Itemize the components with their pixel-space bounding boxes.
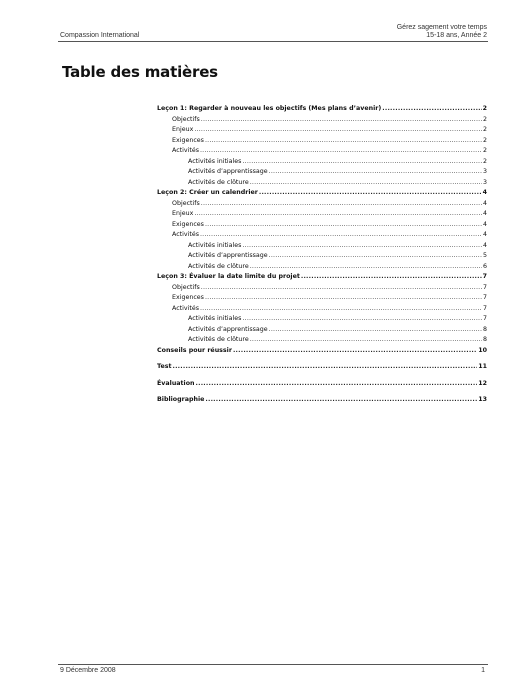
toc-entry-page: 2	[482, 126, 487, 133]
toc-entry-lesson-3[interactable]	[157, 272, 487, 283]
toc-leader-dots	[259, 188, 482, 199]
toc-leader-dots	[301, 272, 482, 283]
toc-entry-activites-apprentissage[interactable]	[157, 251, 487, 262]
toc-entry-activites[interactable]	[157, 230, 487, 241]
toc-entry-conseils[interactable]	[157, 346, 487, 357]
toc-entry-activites[interactable]	[157, 146, 487, 157]
toc-entry-label: Activités d’apprentissage	[188, 325, 268, 333]
toc-leader-dots	[200, 230, 482, 241]
toc-leader-dots	[250, 262, 482, 273]
toc-leader-dots	[201, 115, 482, 126]
toc-leader-dots	[196, 379, 478, 390]
toc-leader-dots	[205, 220, 482, 231]
toc-leader-dots	[250, 178, 482, 189]
toc-entry-exigences[interactable]	[157, 136, 487, 147]
toc-entry-page: 10	[478, 346, 487, 354]
toc-entry-page: 2	[482, 105, 487, 112]
toc-entry-page: 7	[482, 294, 487, 301]
toc-leader-dots	[250, 335, 482, 346]
header-course-info	[397, 24, 487, 40]
toc-leader-dots	[269, 167, 482, 178]
toc-entry-exigences[interactable]	[157, 220, 487, 231]
toc-leader-dots	[201, 199, 482, 210]
toc-entry-label: Évaluation	[157, 379, 195, 387]
toc-entry-page: 7	[482, 304, 487, 312]
toc-entry-page: 4	[482, 210, 487, 217]
toc-entry-exigences[interactable]	[157, 293, 487, 304]
toc-entry-label: Exigences	[172, 220, 204, 228]
toc-entry-page: 3	[482, 168, 487, 175]
toc-leader-dots	[200, 304, 482, 315]
toc-entry-page: 8	[482, 336, 487, 343]
toc-entry-page: 7	[482, 283, 487, 291]
footer-date: 9 Décembre 2008	[60, 667, 116, 674]
toc-entry-label: Activités d’apprentissage	[188, 252, 268, 259]
header-course-level: 15-18 ans, Année 2	[426, 32, 487, 39]
toc-entry-label: Conseils pour réussir	[157, 346, 232, 354]
toc-entry-label: Bibliographie	[157, 396, 205, 403]
toc-entry-page: 6	[482, 262, 487, 270]
toc-entry-page: 13	[478, 396, 487, 403]
toc-entry-objectifs[interactable]	[157, 115, 487, 126]
toc-leader-dots	[173, 362, 478, 373]
toc-entry-page: 4	[482, 199, 487, 207]
toc-entry-activites-initiales[interactable]	[157, 314, 487, 325]
toc-entry-label: Activités de clôture	[188, 336, 249, 343]
toc-leader-dots	[242, 314, 482, 325]
toc-entry-label: Enjeux	[172, 210, 194, 217]
toc-entry-label: Leçon 2: Créer un calendrier	[157, 189, 258, 196]
toc-leader-dots	[242, 157, 482, 168]
toc-leader-dots	[382, 104, 481, 115]
toc-entry-page: 5	[482, 252, 487, 259]
toc-entry-label: Activités	[172, 147, 199, 154]
toc-leader-dots	[269, 325, 482, 336]
toc-entry-page: 12	[478, 379, 487, 387]
toc-entry-activites-initiales[interactable]	[157, 157, 487, 168]
toc-entry-objectifs[interactable]	[157, 283, 487, 294]
toc-entry-bibliographie[interactable]	[157, 395, 487, 406]
toc-entry-activites-initiales[interactable]	[157, 241, 487, 252]
toc-leader-dots	[269, 251, 482, 262]
toc-leader-dots	[233, 346, 477, 357]
toc-entry-enjeux[interactable]	[157, 209, 487, 220]
toc-entry-page: 7	[482, 273, 487, 280]
toc-entry-page: 4	[482, 231, 487, 238]
toc-entry-page: 2	[482, 115, 487, 123]
toc-entry-label: Test	[157, 363, 172, 370]
toc-entry-label: Activités initiales	[188, 315, 242, 322]
toc-leader-dots	[205, 293, 482, 304]
toc-entry-label: Exigences	[172, 136, 204, 144]
toc-leader-dots	[201, 283, 482, 294]
toc-entry-label: Enjeux	[172, 126, 194, 133]
footer-page-number: 1	[481, 667, 485, 674]
header-organization: Compassion International	[60, 32, 140, 39]
toc-entry-label: Objectifs	[172, 199, 200, 207]
toc-entry-label: Objectifs	[172, 283, 200, 291]
toc-leader-dots	[205, 136, 482, 147]
header-divider	[58, 41, 488, 42]
toc-entry-objectifs[interactable]	[157, 199, 487, 210]
toc-entry-activites-apprentissage[interactable]	[157, 325, 487, 336]
toc-entry-label: Activités	[172, 231, 199, 238]
toc-entry-lesson-1[interactable]	[157, 104, 487, 115]
toc-entry-label: Activités d’apprentissage	[188, 168, 268, 175]
header-course-title: Gérez sagement votre temps	[396, 24, 487, 31]
toc-entry-evaluation[interactable]	[157, 379, 487, 390]
table-of-contents	[157, 104, 487, 406]
toc-entry-page: 11	[478, 363, 487, 370]
toc-entry-activites-cloture[interactable]	[157, 262, 487, 273]
toc-entry-activites-apprentissage[interactable]	[157, 167, 487, 178]
toc-entry-page: 7	[482, 315, 487, 322]
toc-title: Table des matières	[62, 63, 218, 81]
toc-entry-page: 4	[482, 241, 487, 249]
toc-leader-dots	[205, 395, 477, 406]
toc-entry-label: Activités	[172, 304, 199, 312]
toc-entry-page: 4	[482, 220, 487, 228]
toc-entry-activites[interactable]	[157, 304, 487, 315]
toc-entry-page: 2	[482, 136, 487, 144]
toc-leader-dots	[242, 241, 482, 252]
toc-entry-page: 2	[482, 147, 487, 154]
toc-leader-dots	[194, 209, 482, 220]
toc-entry-label: Leçon 1: Regarder à nouveau les objectifs (Mes plans d’avenir)	[157, 105, 382, 112]
toc-entry-activites-cloture[interactable]	[157, 178, 487, 189]
toc-entry-label: Leçon 3: Évaluer la date limite du projet	[157, 273, 300, 280]
toc-entry-page: 2	[482, 157, 487, 165]
toc-leader-dots	[200, 146, 482, 157]
toc-entry-page: 3	[482, 178, 487, 186]
toc-entry-label: Activités initiales	[188, 157, 242, 165]
toc-entry-label: Exigences	[172, 294, 204, 301]
footer-divider	[58, 664, 488, 665]
toc-entry-label: Objectifs	[172, 115, 200, 123]
toc-entry-test[interactable]	[157, 362, 487, 373]
toc-entry-label: Activités de clôture	[188, 262, 249, 270]
toc-entry-lesson-2[interactable]	[157, 188, 487, 199]
toc-entry-label: Activités initiales	[188, 241, 242, 249]
toc-leader-dots	[194, 125, 482, 136]
toc-entry-label: Activités de clôture	[188, 178, 249, 186]
toc-entry-enjeux[interactable]	[157, 125, 487, 136]
toc-entry-page: 4	[482, 189, 487, 196]
toc-entry-page: 8	[482, 325, 487, 333]
toc-entry-activites-cloture[interactable]	[157, 335, 487, 346]
